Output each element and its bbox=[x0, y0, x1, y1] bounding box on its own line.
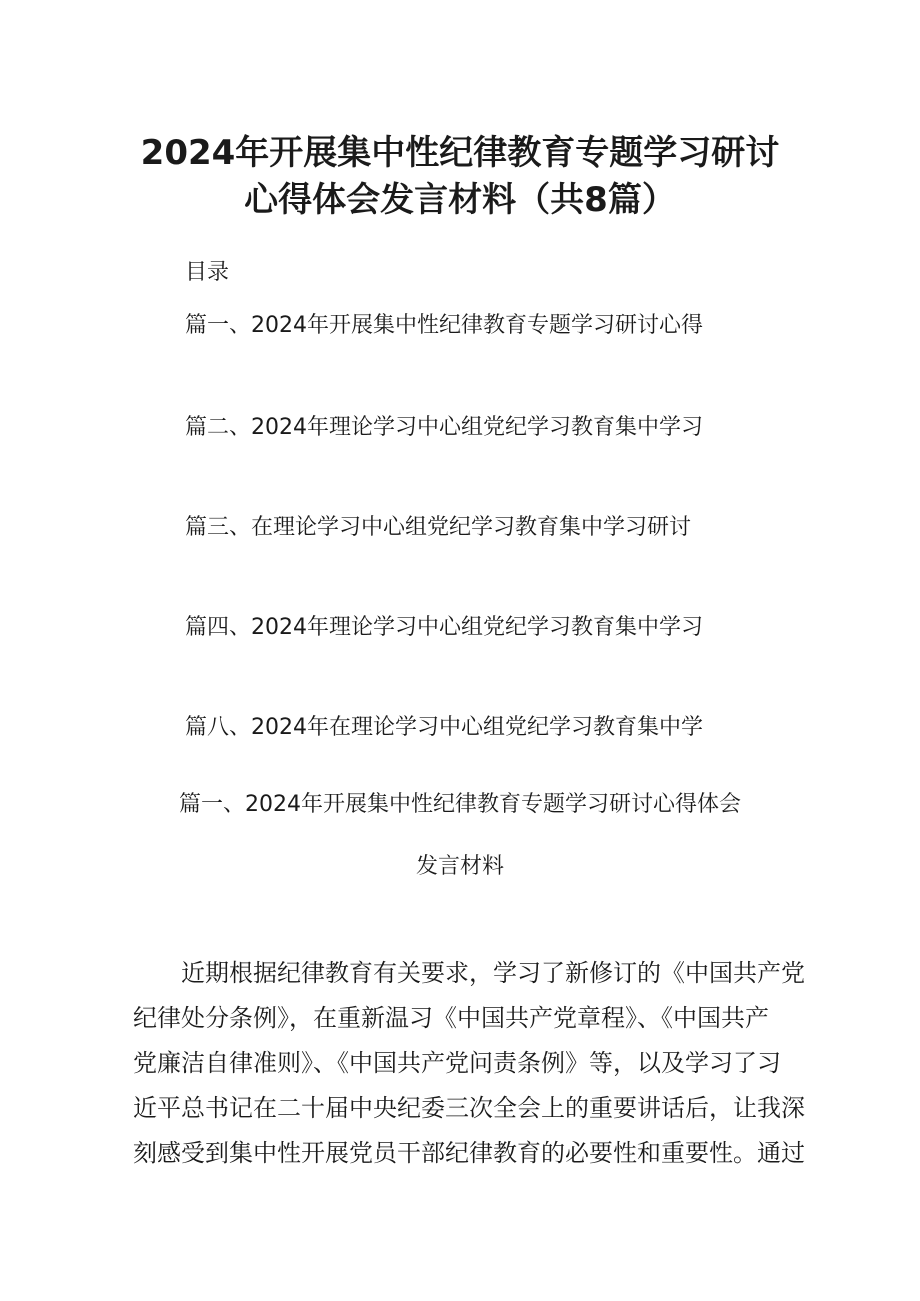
section-heading-line-2: 发言材料 bbox=[415, 854, 504, 879]
toc-item-4[interactable]: 篇四、2024年理论学习中心组党纪学习教育集中学习 bbox=[185, 615, 703, 640]
toc-item-2[interactable]: 篇二、2024年理论学习中心组党纪学习教育集中学习 bbox=[185, 415, 703, 440]
section-heading-line-1: 篇一、2024年开展集中性纪律教育专题学习研讨心得体会 bbox=[179, 792, 741, 817]
toc-item-1[interactable]: 篇一、2024年开展集中性纪律教育专题学习研讨心得 bbox=[185, 313, 703, 338]
body-text-line-3: 党廉洁自律准则》、《中国共产党问责条例》等，以及学习了习 bbox=[133, 1049, 781, 1077]
toc-label: 目录 bbox=[185, 260, 230, 285]
toc-item-5[interactable]: 篇八、2024年在理论学习中心组党纪学习教育集中学 bbox=[185, 715, 703, 740]
document-title-line-2: 心得体会发言材料（共8篇） bbox=[244, 180, 676, 220]
body-text-line-5: 刻感受到集中性开展党员干部纪律教育的必要性和重要性。通过 bbox=[133, 1139, 805, 1167]
body-text-line-4: 近平总书记在二十届中央纪委三次全会上的重要讲话后，让我深 bbox=[133, 1094, 805, 1122]
document-title-line-1: 2024年开展集中性纪律教育专题学习研讨 bbox=[140, 133, 780, 173]
toc-item-3[interactable]: 篇三、在理论学习中心组党纪学习教育集中学习研讨 bbox=[185, 515, 692, 540]
body-text-line-2: 纪律处分条例》，在重新温习《中国共产党章程》、《中国共产 bbox=[133, 1004, 769, 1032]
body-text-line-1: 近期根据纪律教育有关要求，学习了新修订的《中国共产党 bbox=[181, 959, 805, 987]
